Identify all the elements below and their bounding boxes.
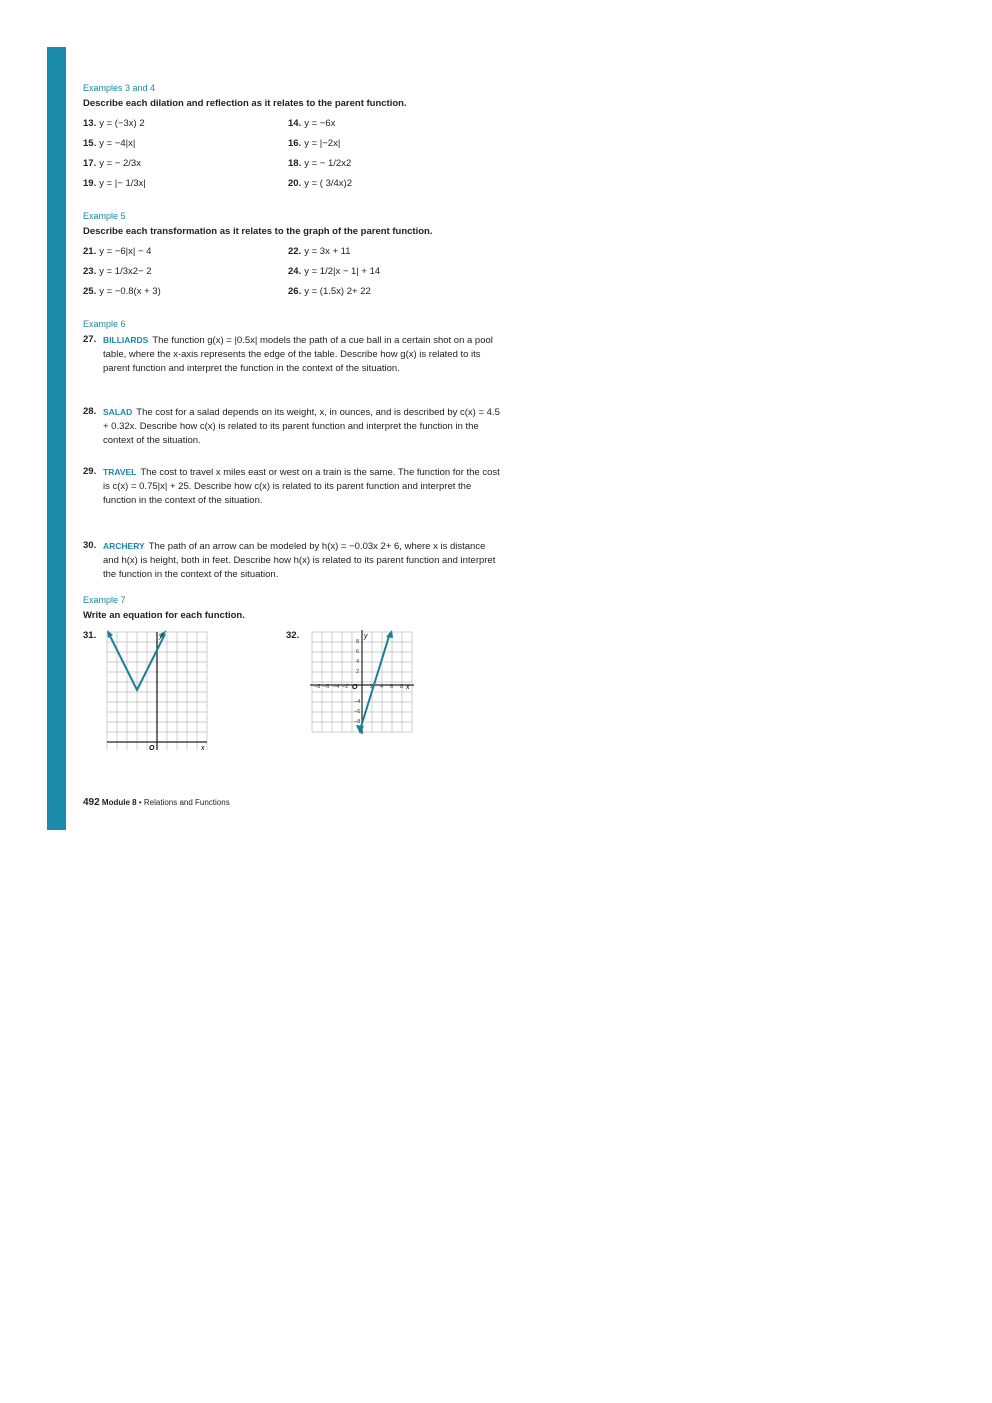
problem-tag: TRAVEL	[103, 467, 137, 477]
section-instruction: Describe each transformation as it relates to the graph of the parent function.	[83, 226, 433, 237]
y-tick: −6	[354, 709, 361, 715]
section-instruction: Write an equation for each function.	[83, 610, 245, 621]
problem-tag: SALAD	[103, 407, 133, 417]
y-tick: −8	[354, 719, 361, 725]
x-axis-label: x	[201, 745, 205, 752]
y-tick: −4	[354, 699, 361, 705]
footer-separator: •	[138, 798, 142, 807]
x-tick: −4	[333, 684, 340, 690]
y-tick: 2	[356, 669, 360, 675]
problem-31-number: 31.	[83, 630, 97, 641]
section-label: Examples 3 and 4	[83, 83, 156, 93]
problem-19: 19. y = |− 1/3x|	[83, 178, 146, 189]
y-axis-label: y	[364, 633, 368, 640]
section-label: Example 6	[83, 319, 126, 329]
problem-20: 20. y = ( 3/4x)2	[288, 178, 353, 189]
problem-32-number: 32.	[286, 630, 300, 641]
x-tick: −6	[323, 684, 330, 690]
problem-23: 23. y = 1/3x2− 2	[83, 266, 152, 277]
section-label: Example 7	[83, 595, 126, 605]
x-axis-label: x	[406, 684, 410, 691]
problem-22: 22. y = 3x + 11	[288, 246, 351, 257]
problem-25: 25. y = −0.8(x + 3)	[83, 286, 161, 297]
y-axis-label: y	[159, 633, 163, 640]
y-tick: 4	[356, 659, 360, 665]
problem-30: 30. ARCHERY The path of an arrow can be modeled by h(x) = −0.03x 2+ 6, where x is distance and h(x) is height, both in feet. Describe how h(x) is related to its parent function and interpret the function in the context of the situation.	[83, 540, 496, 580]
arrow-head-top	[386, 630, 393, 638]
graph-31	[105, 630, 209, 759]
y-tick: 6	[356, 649, 360, 655]
graph-32-svg	[310, 630, 414, 734]
problem-tag: BILLIARDS	[103, 335, 149, 345]
problem-29: 29. TRAVEL The cost to travel x miles east or west on a train is the same. The function for the cost is c(x) = 0.75|x| + 25. Describe how c(x) is related to its parent function and interpret the function in the context of the situation.	[83, 466, 500, 506]
x-tick: −8	[314, 684, 321, 690]
problem-15: 15. y = −4|x|	[83, 138, 136, 149]
problem-17: 17. y = − 2/3x	[83, 158, 141, 169]
problem-28: 28. SALAD The cost for a salad depends on its weight, x, in ounces, and is described by c(x) = 4.5 + 0.32x. Describe how c(x) is related to its parent function and interpret the function in the context of the situation.	[83, 406, 500, 446]
module-title: Relations and Functions	[143, 798, 230, 807]
problem-tag: ARCHERY	[103, 541, 145, 551]
module-name: Module 8	[101, 798, 137, 807]
arrow-head-bottom	[356, 725, 364, 734]
section-instruction: Describe each dilation and reflection as it relates to the parent function.	[83, 98, 407, 109]
y-tick: 8	[356, 639, 360, 645]
x-tick: 2	[370, 684, 374, 690]
x-tick: 4	[380, 684, 384, 690]
x-tick: 6	[390, 684, 394, 690]
problem-16: 16. y = |−2x|	[288, 138, 341, 149]
graph-31-svg	[105, 630, 209, 754]
side-color-bar	[47, 47, 66, 830]
problem-24: 24. y = 1/2|x − 1| + 14	[288, 266, 381, 277]
arrow-head-left	[107, 630, 113, 638]
problem-14: 14. y = −6x	[288, 118, 336, 129]
problem-21: 21. y = −6|x| − 4	[83, 246, 152, 257]
x-tick: −2	[342, 684, 349, 690]
page-number: 492	[83, 797, 100, 808]
origin-label: O	[149, 745, 155, 752]
problem-18: 18. y = − 1/2x2	[288, 158, 352, 169]
origin-label: O	[352, 684, 358, 691]
section-label: Example 5	[83, 211, 126, 221]
problem-13: 13. y = (−3x) 2	[83, 118, 145, 129]
problem-26: 26. y = (1.5x) 2+ 22	[288, 286, 371, 297]
x-tick: 8	[400, 684, 404, 690]
page-footer	[83, 797, 230, 808]
function-line	[360, 633, 390, 730]
problem-27: 27. BILLIARDS The function g(x) = |0.5x| models the path of a cue ball in a certain shot on a pool table, where the x-axis represents the edge of the table. Describe how g(x) is related to its parent function and interpret the function in the context of the situation.	[83, 334, 493, 374]
graph-32	[310, 630, 414, 739]
